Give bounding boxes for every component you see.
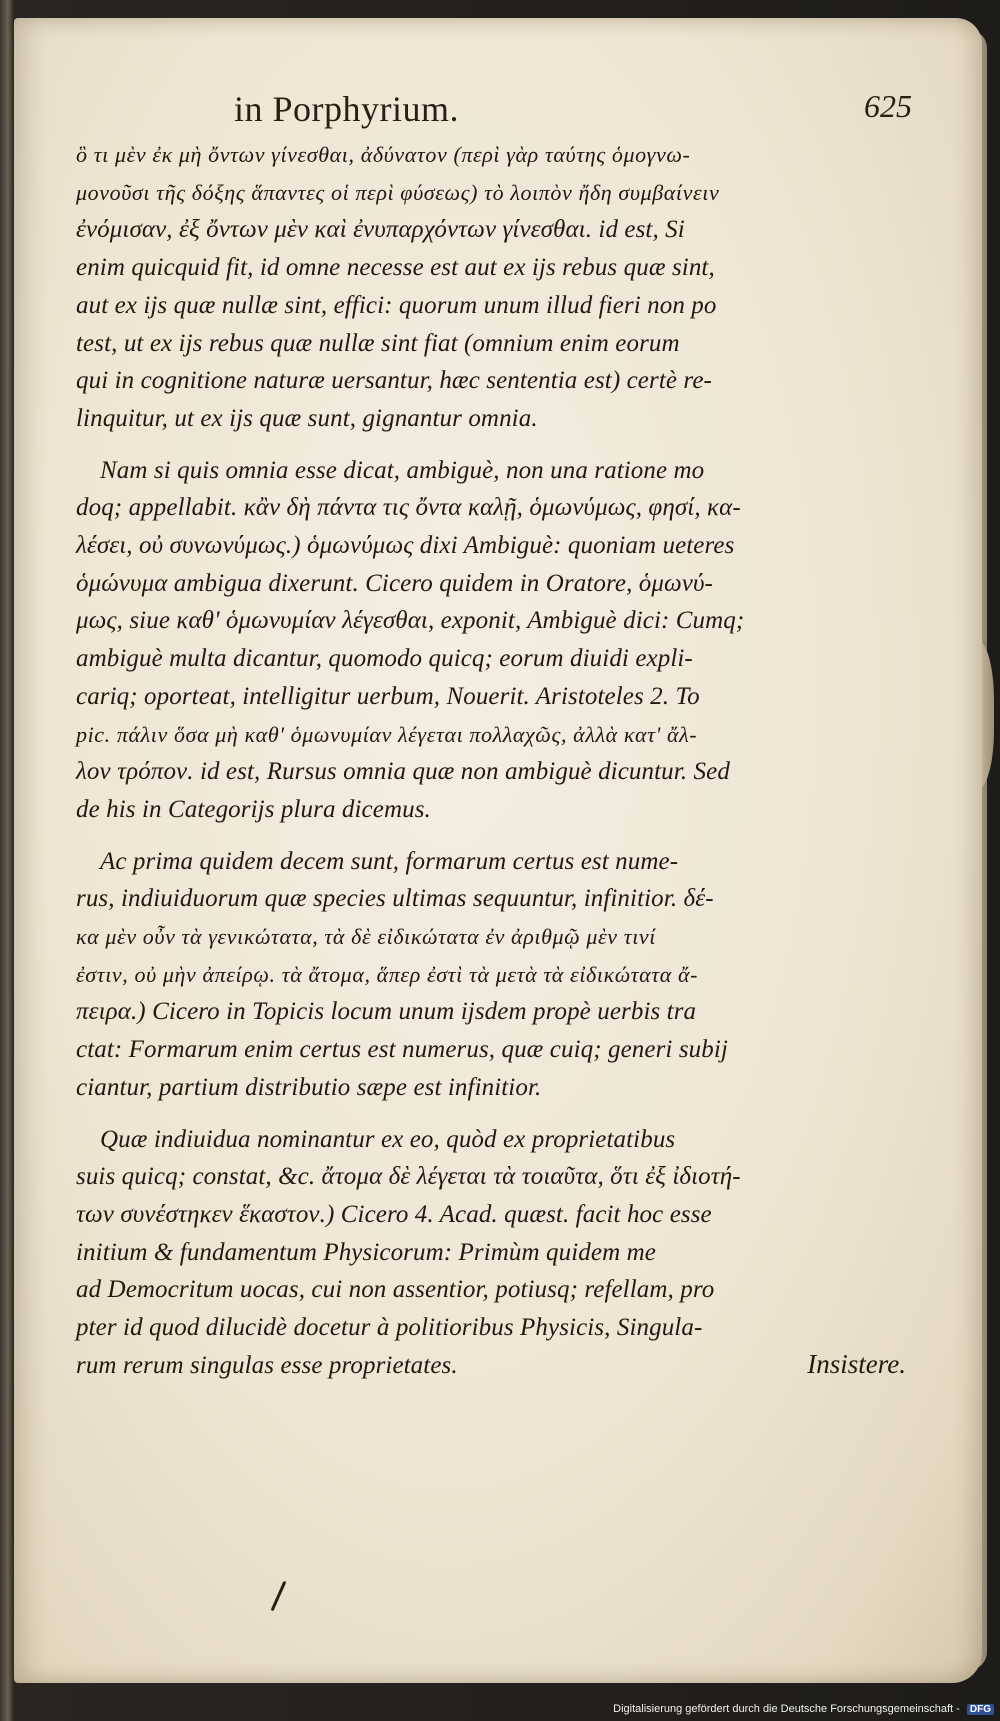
text-line: enim quicquid fit, id omne necesse est aut ex ijs rebus quæ sint, [76,254,715,282]
text-line: λέσει, οὐ συνωνύμως.) ὁμωνύμως dixi Ambiguè: quoniam ueteres [76,532,735,560]
text-line: test, ut ex ijs rebus quæ nullæ sint fiat (omnium enim eorum [76,329,680,357]
text-line: ἐστιν, οὐ μὴν ἀπείρῳ. τὰ ἄτομα, ἅπερ ἐστὶ τὰ μετὰ τὰ εἰδικώτατα ἄ- [76,961,699,987]
text-line: de his in Categorijs plura dicemus. [76,795,431,823]
text-line: rum rerum singulas esse proprietates. [76,1351,458,1379]
text-line: ἐνόμισαν, ἐξ ὄντων μὲν καὶ ἐνυπαρχόντων γίνεσθαι. id est, Si [76,216,685,244]
page-header [74,80,912,140]
text-line: ctat: Formarum enim certus est numerus, quæ cuiq; generi subij [76,1036,728,1064]
text-line: aut ex ijs quæ nullæ sint, effici: quorum unum illud fieri non po [76,291,717,319]
page-number: 625 [864,88,912,124]
text-line: κα μὲν οὖν τὰ γενικώτατα, τὰ δὲ εἰδικώτατα ἐν ἀριθμῷ μὲν τινί [76,924,657,950]
dfg-logo-icon: DFG [967,1704,994,1715]
text-line: pic. πάλιν ὅσα μὴ καθ' ὁμωνυμίαν λέγεται πολλαχῶς, ἀλλὰ κατ' ἄλ- [76,721,698,747]
text-line: ad Democritum uocas, cui non assentior, potiusq; refellam, pro [76,1276,715,1304]
text-line: suis quicq; constat, &c. ἄτομα δὲ λέγεται τὰ τοιαῦτα, ὅτι ἐξ ἰδιοτή- [76,1163,741,1191]
text-line: μως, siue καθ' ὁμωνυμίαν λέγεσθαι, exponit, Ambiguè dici: Cumq; [76,607,745,635]
text-line: initium & fundamentum Physicorum: Primùm quidem me [76,1238,656,1266]
text-line: rus, indiuiduorum quæ species ultimas sequuntur, infinitior. δέ- [76,885,714,913]
credit-text: Digitalisierung gefördert durch die Deutsche Forschungsgemeinschaft - [613,1703,960,1715]
text-line: Quæ indiuidua nominantur ex eo, quòd ex proprietatibus [100,1125,676,1153]
text-line: cariq; oporteat, intelligitur uerbum, Nouerit. Aristoteles 2. To [76,682,700,710]
text-line: λον τρόπον. id est, Rursus omnia quæ non ambiguè dicuntur. Sed [76,758,730,786]
text-line: linquitur, ut ex ijs quæ sunt, gignantur omnia. [76,404,538,432]
text-line: doq; appellabit. κἂν δὴ πάντα τις ὄντα καλῇ, ὁμωνύμως, φησί, κα- [76,494,741,522]
text-line: ciantur, partium distributio sæpe est infinitior. [76,1073,542,1101]
text-line: Nam si quis omnia esse dicat, ambiguè, non una ratione mo [100,456,705,484]
catchword: Insistere. [807,1349,906,1379]
text-line: πειρα.) Cicero in Topicis locum unum ijsdem propè uerbis tra [76,998,697,1026]
text-line: ὃ τι μὲν ἐκ μὴ ὄντων γίνεσθαι, ἀδύνατον (περὶ γὰρ ταύτης ὁμογνω- [76,142,691,167]
book-page [14,18,982,1683]
text-line: των συνέστηκεν ἕκαστον.) Cicero 4. Acad. quæst. facit hoc esse [76,1200,712,1228]
text-line: qui in cognitione naturæ uersantur, hæc sententia est) certè re- [76,367,712,395]
text-line: μονοῦσι τῆς δόξης ἅπαντες οἱ περὶ φύσεως) τὸ λοιπὸν ἤδη συμβαίνειν [76,179,720,205]
running-head: in Porphyrium. [234,89,460,129]
text-line: ambiguè multa dicantur, quomodo quicq; eorum diuidi expli- [76,645,693,673]
body-text [76,136,936,1385]
ink-stroke-mark [271,1581,287,1611]
text-line: ὁμώνυμα ambigua dixerunt. Cicero quidem in Oratore, ὁμωνύ- [76,569,713,597]
digitization-credit [0,1703,994,1715]
text-line: Ac prima quidem decem sunt, formarum certus est nume- [100,847,679,875]
text-line: pter id quod dilucidè docetur à politioribus Physicis, Singula- [76,1314,703,1342]
